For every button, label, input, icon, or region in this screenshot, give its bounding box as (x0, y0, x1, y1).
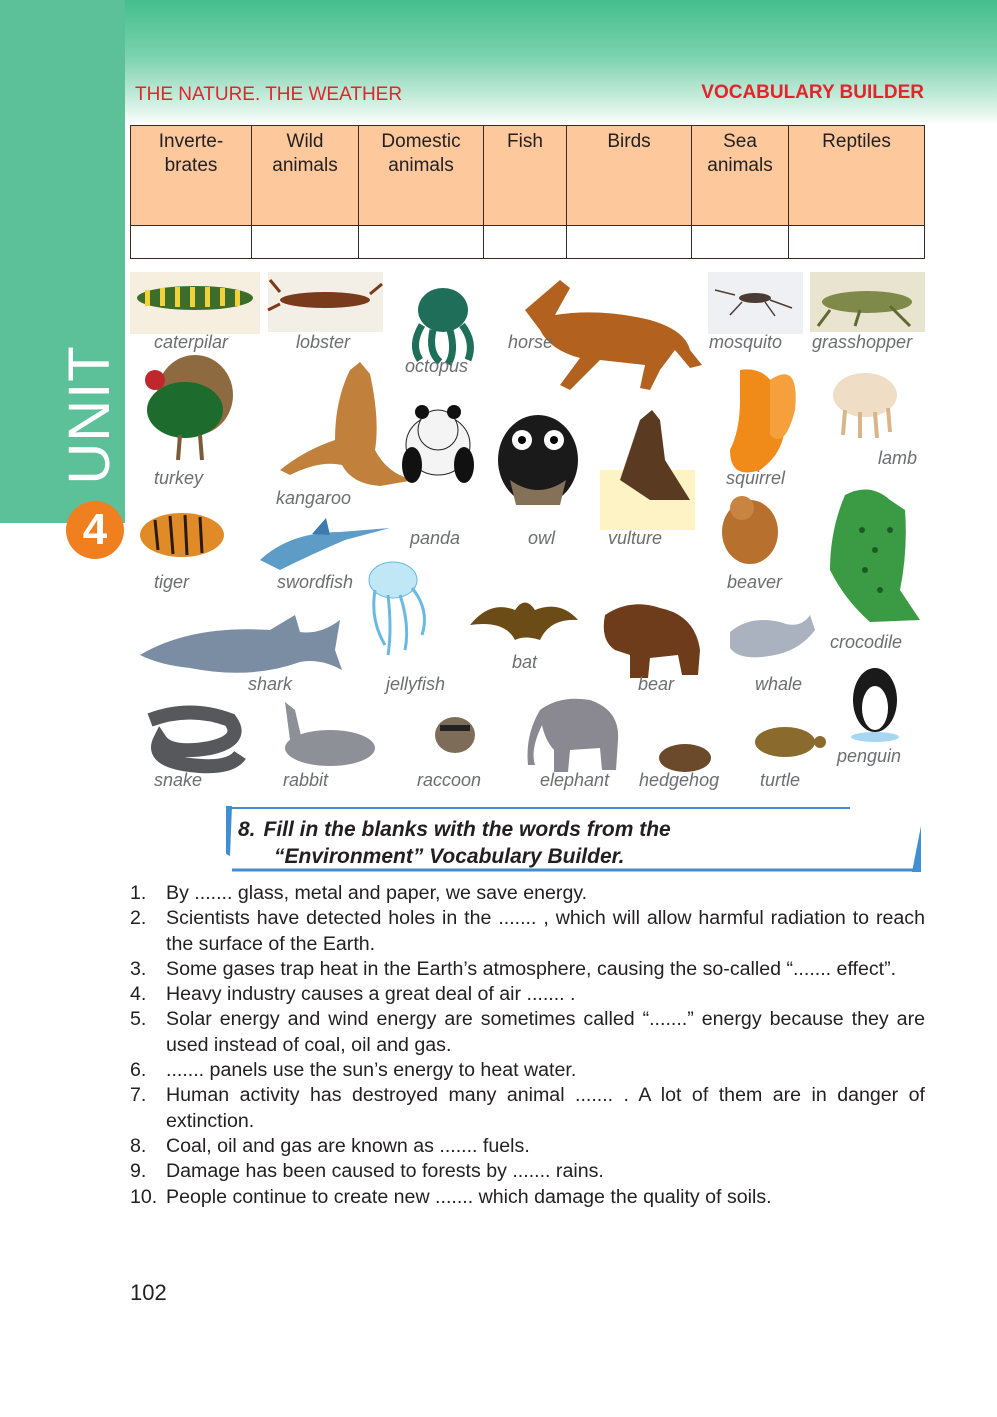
animal-label: owl (528, 528, 556, 548)
section-title: THE NATURE. THE WEATHER (135, 84, 403, 105)
animal-label: caterpilar (154, 332, 229, 352)
answer-cell[interactable] (567, 226, 692, 259)
answer-cell[interactable] (484, 226, 567, 259)
item-number: 4. (130, 983, 147, 1006)
turtle-image (755, 727, 826, 757)
item-text: Scientists have detected holes in the ....... , which will allow harmful radiation to reach the surface of the Earth. (166, 907, 925, 955)
vocabulary-table (130, 125, 925, 259)
item-number: 3. (130, 957, 147, 980)
tiger-image (140, 513, 224, 557)
squirrel-image (730, 369, 796, 472)
exercise-title-line1: Fill in the blanks with the words from the (263, 818, 671, 841)
hedgehog-image (659, 744, 711, 772)
octopus-image (415, 288, 470, 364)
bear-image (604, 604, 700, 678)
col-reptiles: Reptiles (789, 126, 925, 226)
animal-label: turkey (154, 468, 204, 488)
rabbit-image (285, 702, 375, 766)
answer-cell[interactable] (789, 226, 925, 259)
animal-label: hedgehog (639, 770, 720, 790)
unit-number-badge: 4 (66, 501, 124, 559)
animal-label: swordfish (277, 572, 354, 592)
list-item (130, 957, 925, 982)
kangaroo-image (280, 362, 415, 486)
item-number: 5. (130, 1008, 147, 1031)
item-text: ....... panels use the sun’s energy to heat water. (166, 1059, 577, 1082)
list-item (130, 1058, 925, 1083)
item-number: 1. (130, 882, 147, 904)
raccoon-image (435, 717, 475, 753)
col-domestic-animals: Domestic animals (359, 126, 484, 226)
answer-cell[interactable] (692, 226, 789, 259)
penguin-image (851, 668, 899, 742)
beaver-image (722, 496, 778, 564)
table-header-row (131, 126, 925, 226)
animal-label: vulture (608, 528, 663, 548)
list-item (130, 1083, 925, 1134)
item-number: 10. (130, 1185, 158, 1208)
item-number: 9. (130, 1160, 147, 1183)
animal-label: octopus (405, 356, 469, 376)
animal-label: horse (508, 332, 554, 352)
item-number: 8. (130, 1134, 147, 1157)
caterpillar-image (130, 272, 260, 334)
swordfish-image (260, 518, 390, 570)
list-item (130, 982, 925, 1007)
animal-label: bat (512, 652, 538, 672)
animal-label: snake (154, 770, 203, 790)
owl-image (498, 415, 578, 505)
animal-label: turtle (760, 770, 801, 790)
mosquito-image (708, 272, 803, 334)
animal-label: penguin (837, 746, 902, 766)
list-item (130, 1159, 925, 1184)
item-text: Heavy industry causes a great deal of air ....... . (166, 983, 576, 1006)
vulture-image (600, 410, 695, 530)
exercise-title (238, 816, 671, 870)
animal-label: panda (410, 528, 461, 548)
list-item (130, 906, 925, 957)
item-number: 2. (130, 907, 147, 930)
animal-label: crocodile (830, 632, 903, 652)
table-answer-row (131, 226, 925, 259)
panda-image (402, 405, 474, 483)
animal-label: beaver (727, 572, 783, 592)
list-item (130, 1007, 925, 1058)
list-item (130, 1185, 925, 1210)
section-subtitle: VOCABULARY BUILDER (701, 82, 924, 103)
crocodile-image (830, 490, 920, 622)
animal-label: rabbit (283, 770, 329, 790)
animal-label: elephant (540, 770, 610, 790)
item-text: Human activity has destroyed many animal ....... . A lot of them are in danger of extinction. (166, 1084, 925, 1132)
animal-label: lobster (296, 332, 351, 352)
item-number: 7. (130, 1084, 147, 1107)
exercise-number: 8. (238, 818, 256, 841)
col-sea-animals: Sea animals (692, 126, 789, 226)
snake-image (150, 713, 240, 767)
lamb-image (833, 373, 897, 438)
item-text: Some gases trap heat in the Earth’s atmosphere, causing the so-called “....... effect”. (166, 957, 897, 980)
col-birds: Birds (567, 126, 692, 226)
turkey-image (145, 355, 233, 460)
animal-label: raccoon (417, 770, 482, 790)
animal-label: kangaroo (276, 488, 352, 508)
answer-cell[interactable] (252, 226, 359, 259)
item-text: Damage has been caused to forests by ....... rains. (166, 1160, 604, 1183)
shark-image (140, 615, 342, 673)
exercise-title-line2: “Environment” Vocabulary Builder. (274, 845, 625, 868)
bat-image (470, 603, 578, 641)
elephant-image (528, 699, 619, 772)
item-text: Coal, oil and gas are known as ....... fuels. (166, 1134, 530, 1157)
list-item (130, 1134, 925, 1159)
animal-label: shark (248, 674, 293, 694)
col-invertebrates: Inverte- brates (131, 126, 252, 226)
whale-image (730, 615, 815, 657)
animal-label: tiger (154, 572, 190, 592)
unit-label: UNIT (57, 345, 122, 485)
item-number: 6. (130, 1059, 147, 1082)
animals-illustration (130, 270, 925, 795)
list-item (130, 881, 925, 906)
jellyfish-image (369, 562, 424, 655)
exercise-sentences (130, 881, 925, 1210)
unit-label-wrap (55, 330, 125, 500)
col-wild-animals: Wild animals (252, 126, 359, 226)
answer-cell[interactable] (359, 226, 484, 259)
page-number: 102 (130, 1280, 167, 1305)
col-fish: Fish (484, 126, 567, 226)
answer-cell[interactable] (131, 226, 252, 259)
lobster-image (268, 272, 383, 332)
grasshopper-image (810, 272, 925, 332)
animal-label: mosquito (709, 332, 783, 352)
animal-label: bear (638, 674, 675, 694)
animal-label: jellyfish (386, 674, 446, 694)
animal-label: whale (755, 674, 803, 694)
item-text: People continue to create new ....... which damage the quality of soils. (166, 1185, 772, 1208)
animal-label: squirrel (726, 468, 786, 488)
animal-label: lamb (878, 448, 918, 468)
item-text: By ....... glass, metal and paper, we save energy. (166, 882, 588, 904)
top-color-band (125, 0, 997, 125)
animal-label: grasshopper (812, 332, 913, 352)
item-text: Solar energy and wind energy are sometimes called “.......” energy because they are used instead of coal, oil and gas. (166, 1008, 925, 1056)
